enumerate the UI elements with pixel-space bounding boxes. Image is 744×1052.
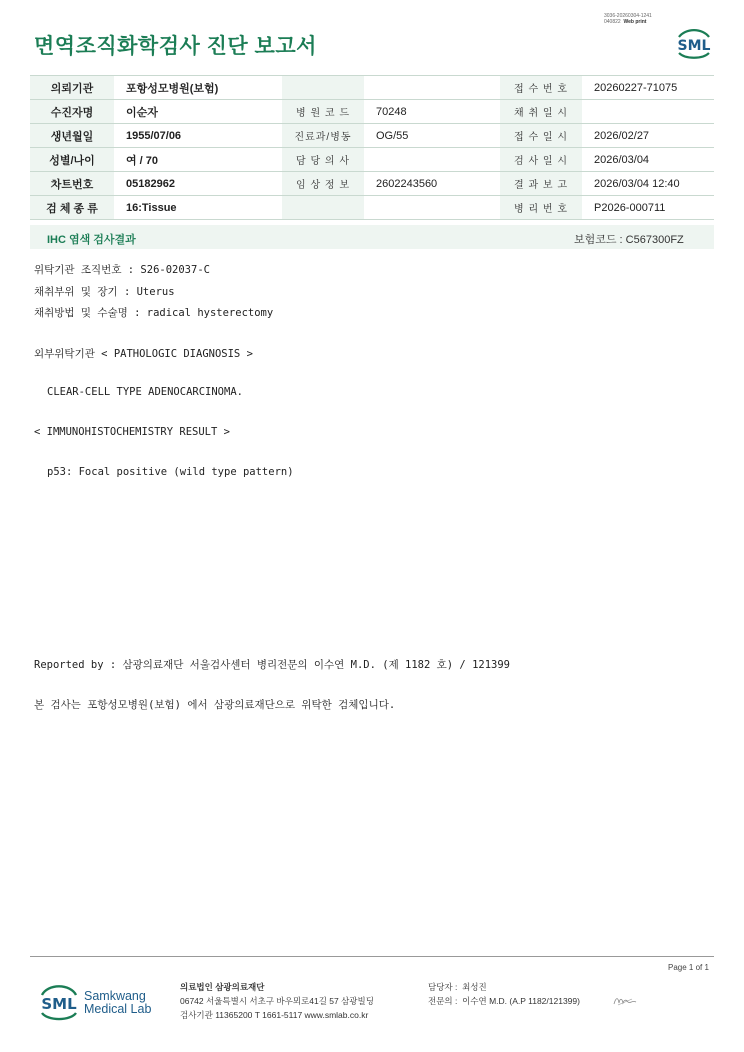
info-value: 이순자 <box>114 100 282 124</box>
footer-brand <box>84 990 151 1016</box>
info-label: 접 수 일 시 <box>500 124 582 148</box>
document-id-line2: 040822 Web print <box>604 19 647 25</box>
info-label: 의뢰기관 <box>30 76 114 100</box>
info-label <box>282 76 364 100</box>
footer-specialist: 전문의 : 이수연 M.D. (A.P 1182/121399) <box>428 996 580 1006</box>
footer-manager: 담당자 : 최성진 <box>428 982 487 992</box>
collection-method-line: 채취방법 및 수술명 : radical hysterectomy <box>34 307 274 319</box>
info-label: 성별/나이 <box>30 148 114 172</box>
info-label: 검 체 종 류 <box>30 196 114 220</box>
info-row <box>30 124 714 148</box>
info-row <box>30 196 714 220</box>
diagnosis-text: CLEAR-CELL TYPE ADENOCARCINOMA. <box>47 386 243 398</box>
document-id <box>604 13 652 25</box>
info-label: 채 취 일 시 <box>500 100 582 124</box>
info-value: 여 / 70 <box>114 148 282 172</box>
info-label: 결 과 보 고 <box>500 172 582 196</box>
ihc-section-title: IHC 염색 검사결과 <box>47 234 136 246</box>
tissue-number-line: 위탁기관 조직번호 : S26-02037-C <box>34 264 210 276</box>
info-value: 2602243560 <box>364 172 500 196</box>
info-value: 70248 <box>364 100 500 124</box>
info-label: 검 사 일 시 <box>500 148 582 172</box>
diagnosis-header: 외부위탁기관 < PATHOLOGIC DIAGNOSIS > <box>34 348 253 360</box>
footer-logo-text: SML <box>41 995 77 1013</box>
collection-site-line: 채취부위 및 장기 : Uterus <box>34 286 175 298</box>
info-value: 05182962 <box>114 172 282 196</box>
info-row <box>30 172 714 196</box>
info-row <box>30 148 714 172</box>
info-value: 포항성모병원(보험) <box>114 76 282 100</box>
info-label: 생년월일 <box>30 124 114 148</box>
footer-org-info <box>180 980 374 1022</box>
info-label <box>282 196 364 220</box>
reported-by-line: Reported by : 삼광의료재단 서울검사센터 병리전문의 이수연 M.D. (제 1182 호) / 121399 <box>34 659 511 671</box>
sml-logo-text: SML <box>677 38 711 54</box>
info-value: 16:Tissue <box>114 196 282 220</box>
info-value <box>364 196 500 220</box>
info-label: 접 수 번 호 <box>500 76 582 100</box>
footer-address: 06742 서울특별시 서초구 바우뫼로41길 57 삼광빌딩 <box>180 996 374 1006</box>
footer-brand-line2: Medical Lab <box>84 1002 152 1016</box>
referral-notice: 본 검사는 포항성모병원(보험) 에서 삼광의료재단으로 위탁한 검체입니다. <box>34 699 396 711</box>
info-label: 병 리 번 호 <box>500 196 582 220</box>
info-value: 1955/07/06 <box>114 124 282 148</box>
info-value: 2026/03/04 <box>582 148 714 172</box>
info-value: 2026/02/27 <box>582 124 714 148</box>
page-number: Page 1 of 1 <box>668 963 709 972</box>
footer-contact: 검사기관 11365200 T 1661-5117 www.smlab.co.kr <box>180 1010 369 1020</box>
info-label: 차트번호 <box>30 172 114 196</box>
info-label: 수진자명 <box>30 100 114 124</box>
footer-org-name: 의료법인 삼광의료재단 <box>180 982 265 992</box>
info-value <box>364 148 500 172</box>
info-value: 2026/03/04 12:40 <box>582 172 714 196</box>
info-value: 20260227-71075 <box>582 76 714 100</box>
insurance-code: 보험코드 : C567300FZ <box>574 234 684 246</box>
footer-sml-logo-icon <box>37 982 81 1024</box>
info-value: P2026-000711 <box>582 196 714 220</box>
page-title: 면역조직화학검사 진단 보고서 <box>34 35 317 58</box>
sml-logo-icon <box>674 26 714 62</box>
signature-icon <box>612 995 638 1007</box>
footer-divider <box>30 956 714 957</box>
info-label: 진료과/병동 <box>282 124 364 148</box>
ihc-result-header: < IMMUNOHISTOCHEMISTRY RESULT > <box>34 426 230 438</box>
info-value: OG/55 <box>364 124 500 148</box>
document-id-line1: 3036-20260304-1241 <box>604 13 652 19</box>
ihc-result-text: p53: Focal positive (wild type pattern) <box>47 466 294 478</box>
info-row <box>30 100 714 124</box>
footer-brand-line1: Samkwang <box>84 989 146 1003</box>
info-label: 임 상 정 보 <box>282 172 364 196</box>
info-value <box>364 76 500 100</box>
info-row <box>30 76 714 100</box>
info-label: 병 원 코 드 <box>282 100 364 124</box>
patient-info-table <box>30 75 714 220</box>
info-label: 담 당 의 사 <box>282 148 364 172</box>
footer-staff-info <box>428 980 580 1008</box>
info-value <box>582 100 714 124</box>
